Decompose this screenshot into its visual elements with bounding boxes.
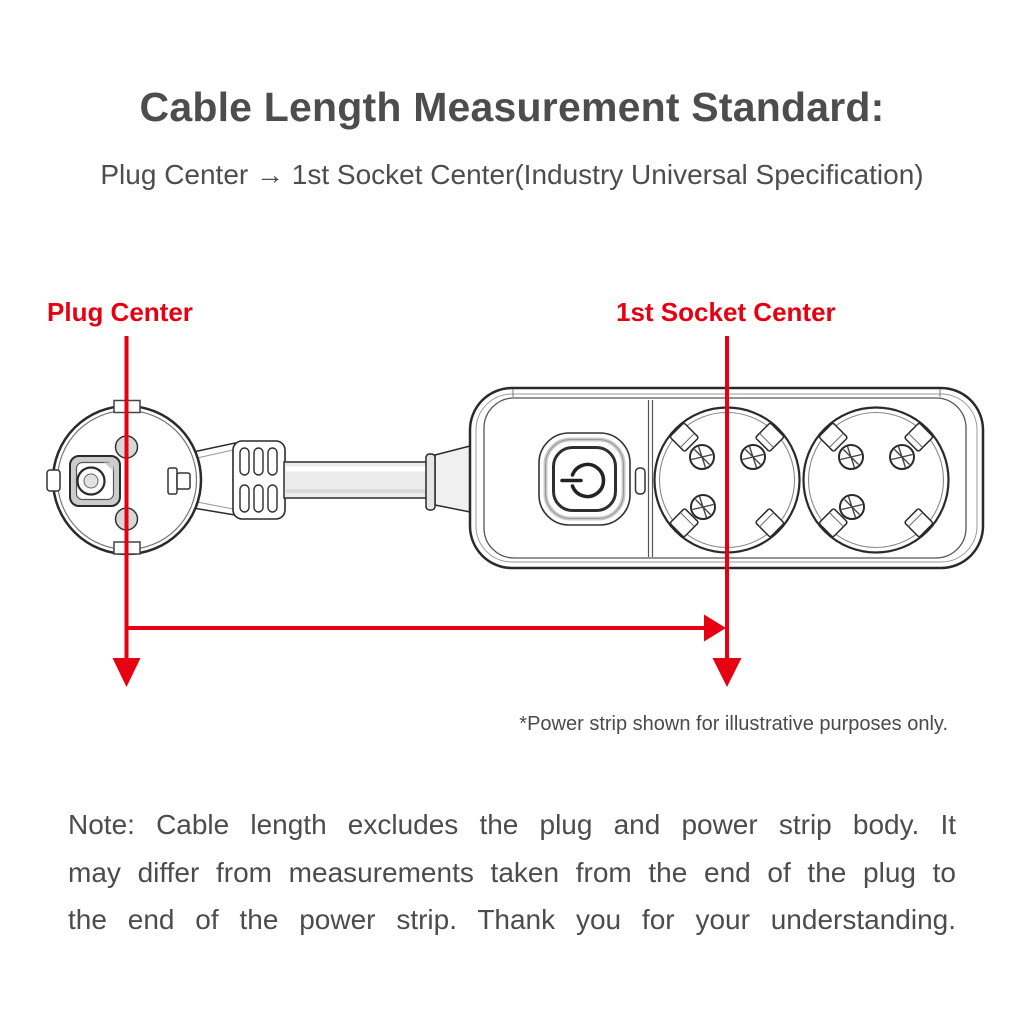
plug-side-tab: [47, 470, 60, 491]
page-subtitle: Plug Center → 1st Socket Center(Industry Universal Specification): [100, 159, 924, 190]
note-line-3: the end of the power strip. Thank you for your understanding.: [68, 904, 956, 935]
socket-2: [804, 408, 949, 553]
measurement-diagram: [0, 270, 1024, 720]
indicator-led: [636, 468, 646, 494]
note-line-2: may differ from measurements taken from the end of the plug to: [68, 856, 956, 888]
note-line-1: Note: Cable length excludes the plug and power strip body. It: [68, 809, 956, 840]
power-cable: [193, 441, 470, 519]
plug-illustration: [47, 401, 201, 555]
plug-center-label: Plug Center: [47, 297, 193, 327]
page-title: Cable Length Measurement Standard:: [139, 84, 885, 130]
footnote: *Power strip shown for illustrative purposes only.: [519, 713, 948, 735]
plug-center-arrowhead: [113, 658, 141, 687]
power-button: [539, 433, 630, 525]
note-paragraph: [68, 801, 956, 944]
dimension-arrowhead: [704, 615, 726, 642]
socket-center-arrowhead: [713, 658, 742, 687]
socket-center-label: 1st Socket Center: [616, 297, 836, 327]
